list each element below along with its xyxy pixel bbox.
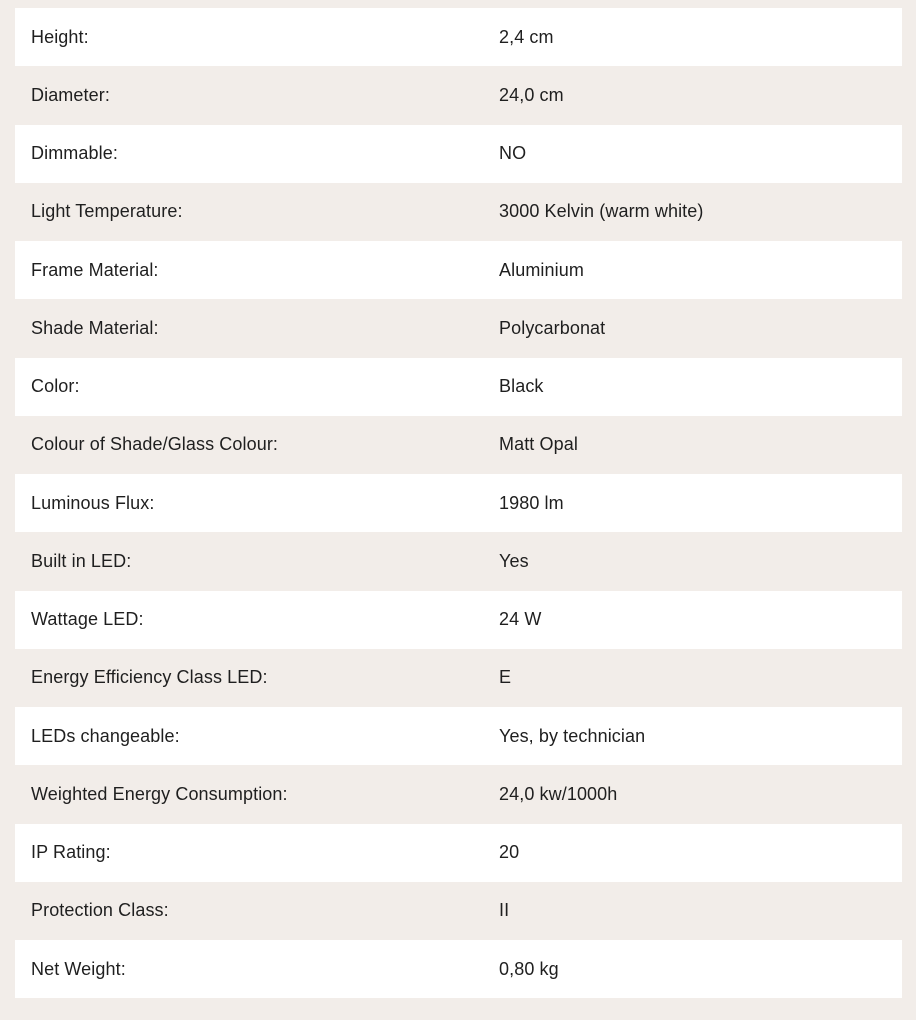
spec-value: Polycarbonat	[499, 317, 606, 338]
spec-value: 24,0 kw/1000h	[499, 783, 618, 804]
spec-label: LEDs changeable:	[31, 725, 180, 746]
spec-row-energy-consumption	[15, 765, 902, 823]
spec-value: Yes	[499, 550, 529, 571]
spec-label: Light Temperature:	[31, 201, 183, 222]
spec-label: Protection Class:	[31, 900, 169, 921]
spec-label: Color:	[31, 376, 80, 397]
spec-label: Energy Efficiency Class LED:	[31, 667, 268, 688]
spec-value: Black	[499, 376, 544, 397]
spec-value: 24,0 cm	[499, 84, 564, 105]
spec-row-ip-rating	[15, 824, 902, 882]
spec-row-protection-class	[15, 882, 902, 940]
spec-row-color	[15, 358, 902, 416]
spec-label: Diameter:	[31, 84, 110, 105]
spec-row-shade-material	[15, 299, 902, 357]
spec-value: 24 W	[499, 609, 542, 630]
spec-label: Built in LED:	[31, 550, 132, 571]
spec-label: Colour of Shade/Glass Colour:	[31, 434, 279, 455]
spec-value: 1980 lm	[499, 492, 564, 513]
spec-value: 20	[499, 842, 520, 863]
spec-row-luminous-flux	[15, 474, 902, 532]
spec-row-dimmable	[15, 125, 902, 183]
spec-label: Wattage LED:	[31, 609, 144, 630]
spec-value: 0,80 kg	[499, 958, 559, 979]
spec-value: II	[499, 900, 510, 921]
spec-value: 3000 Kelvin (warm white)	[499, 201, 704, 222]
spec-value: NO	[499, 143, 527, 164]
spec-row-light-temperature	[15, 183, 902, 241]
spec-label: IP Rating:	[31, 842, 111, 863]
spec-value: Matt Opal	[499, 434, 578, 455]
spec-value: E	[499, 667, 512, 688]
specifications-table	[15, 8, 902, 998]
spec-row-diameter	[15, 66, 902, 124]
spec-label: Weighted Energy Consumption:	[31, 783, 288, 804]
spec-row-shade-colour	[15, 416, 902, 474]
spec-value: 2,4 cm	[499, 26, 554, 47]
spec-row-net-weight	[15, 940, 902, 998]
spec-row-leds-changeable	[15, 707, 902, 765]
spec-row-height	[15, 8, 902, 66]
spec-row-frame-material	[15, 241, 902, 299]
spec-label: Luminous Flux:	[31, 492, 155, 513]
spec-value: Yes, by technician	[499, 725, 646, 746]
spec-label: Frame Material:	[31, 259, 159, 280]
spec-label: Dimmable:	[31, 143, 118, 164]
spec-row-energy-efficiency	[15, 649, 902, 707]
spec-row-wattage-led	[15, 591, 902, 649]
spec-row-built-in-led	[15, 532, 902, 590]
spec-label: Shade Material:	[31, 317, 159, 338]
spec-label: Height:	[31, 26, 89, 47]
spec-value: Aluminium	[499, 259, 584, 280]
spec-label: Net Weight:	[31, 958, 126, 979]
